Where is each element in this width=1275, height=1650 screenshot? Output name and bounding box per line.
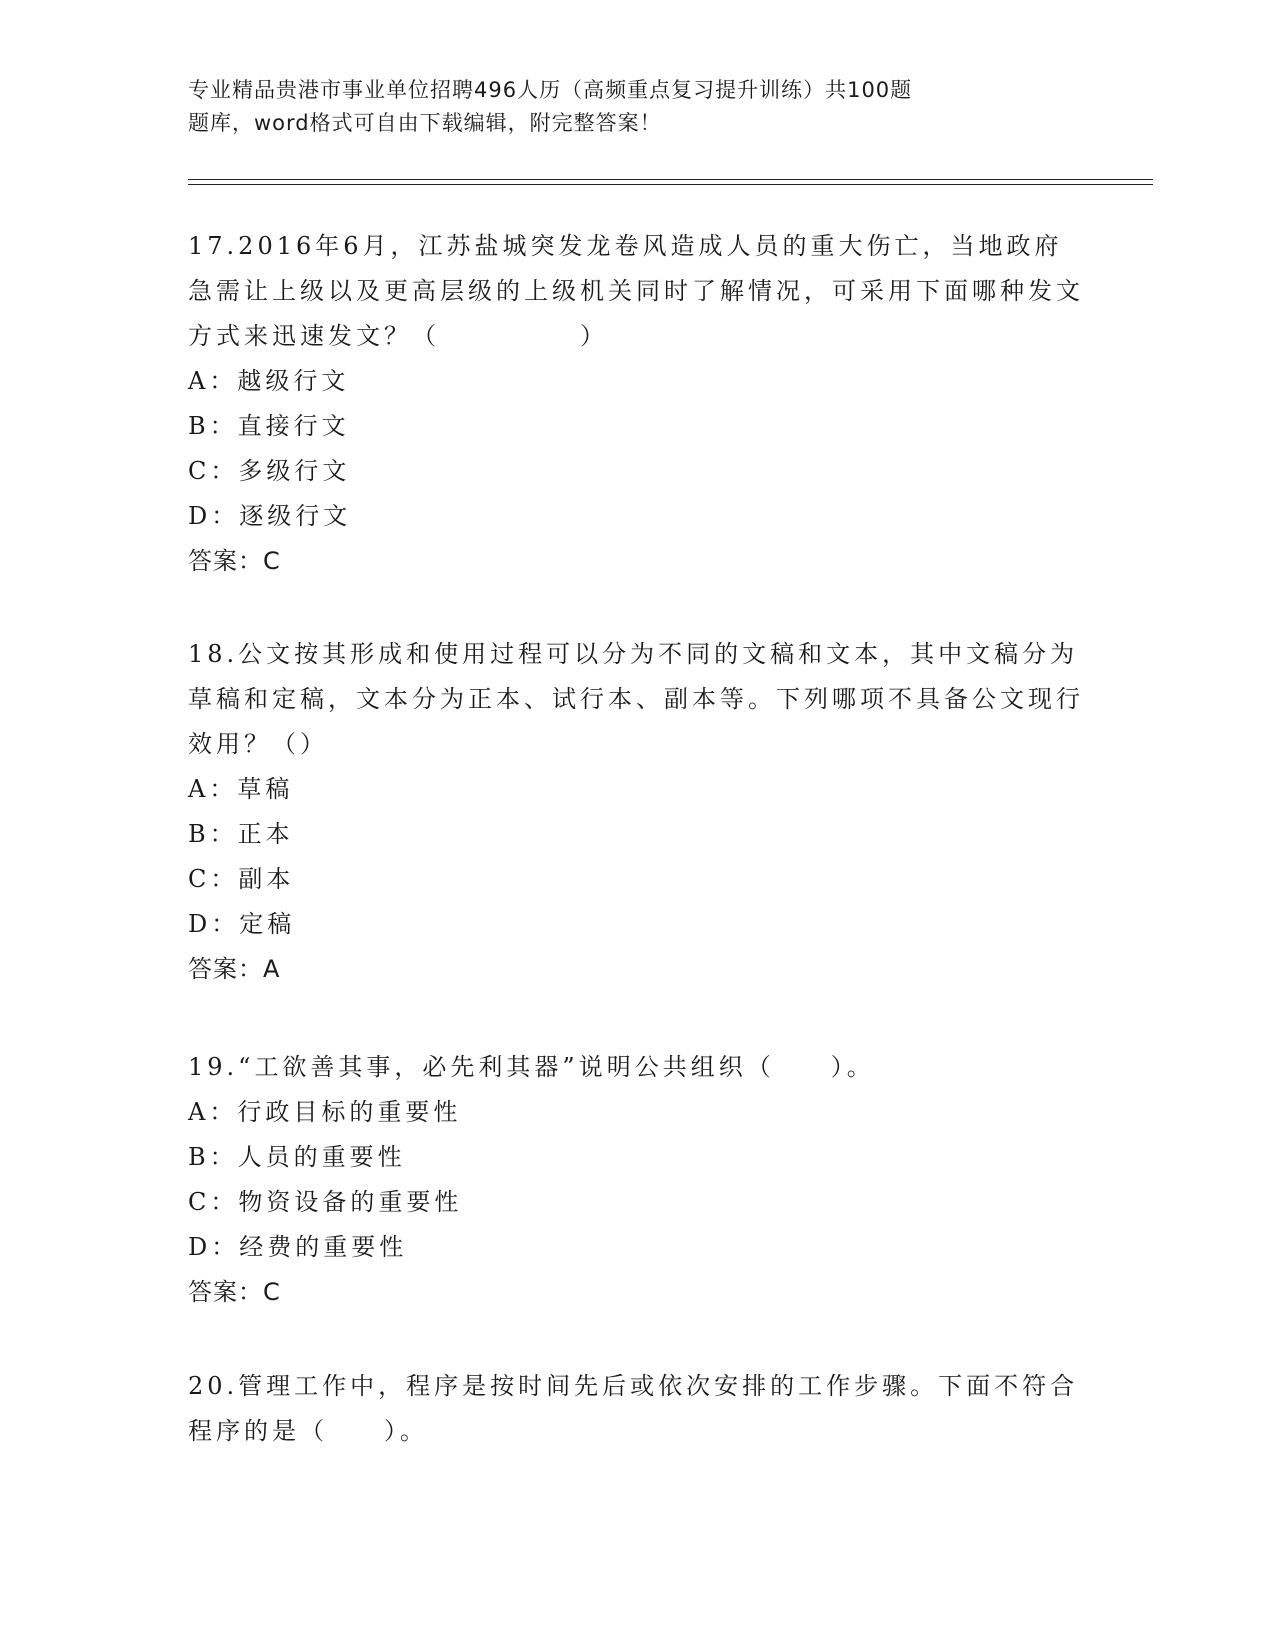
answer-label: 答案：C — [188, 547, 281, 575]
option-d: D：定稿 — [188, 910, 296, 938]
answer-label: 答案：C — [188, 1278, 281, 1306]
option-c: C：多级行文 — [188, 457, 351, 485]
page-header — [188, 74, 1048, 140]
question-block-17 — [188, 224, 1088, 584]
option-b: B：直接行文 — [188, 412, 350, 440]
header-line-1: 专业精品贵港市事业单位招聘496人历（高频重点复习提升训练）共100题 — [188, 78, 913, 102]
option-d: D：经费的重要性 — [188, 1233, 408, 1261]
question-text: 18.公文按其形成和使用过程可以分为不同的文稿和文本，其中文稿分为草稿和定稿，文本分为正本、试行本、副本等。下列哪项不具备公文现行效用？（） — [188, 640, 1084, 758]
option-d: D：逐级行文 — [188, 502, 352, 530]
question-text: 19.“工欲善其事，必先利其器”说明公共组织（ ）。 — [188, 1053, 875, 1081]
option-a: A：越级行文 — [188, 367, 350, 395]
question-text: 17.2016年6月，江苏盐城突发龙卷风造成人员的重大伤亡，当地政府急需让上级以及更高层级的上级机关同时了解情况，可采用下面哪种发文方式来迅速发文？（ ） — [188, 232, 1084, 350]
answer-label: 答案：A — [188, 955, 281, 983]
option-b: B：正本 — [188, 820, 294, 848]
question-text: 20.管理工作中，程序是按时间先后或依次安排的工作步骤。下面不符合程序的是（ ）。 — [188, 1372, 1079, 1445]
option-a: A：草稿 — [188, 775, 294, 803]
option-c: C：物资设备的重要性 — [188, 1188, 463, 1216]
question-block-20 — [188, 1364, 1088, 1454]
option-b: B：人员的重要性 — [188, 1143, 406, 1171]
question-block-19 — [188, 1045, 1088, 1315]
question-block-18 — [188, 632, 1088, 992]
header-line-2: 题库，word格式可自由下载编辑，附完整答案！ — [188, 111, 662, 135]
option-c: C：副本 — [188, 865, 295, 893]
option-a: A：行政目标的重要性 — [188, 1098, 462, 1126]
header-divider — [188, 179, 1153, 185]
